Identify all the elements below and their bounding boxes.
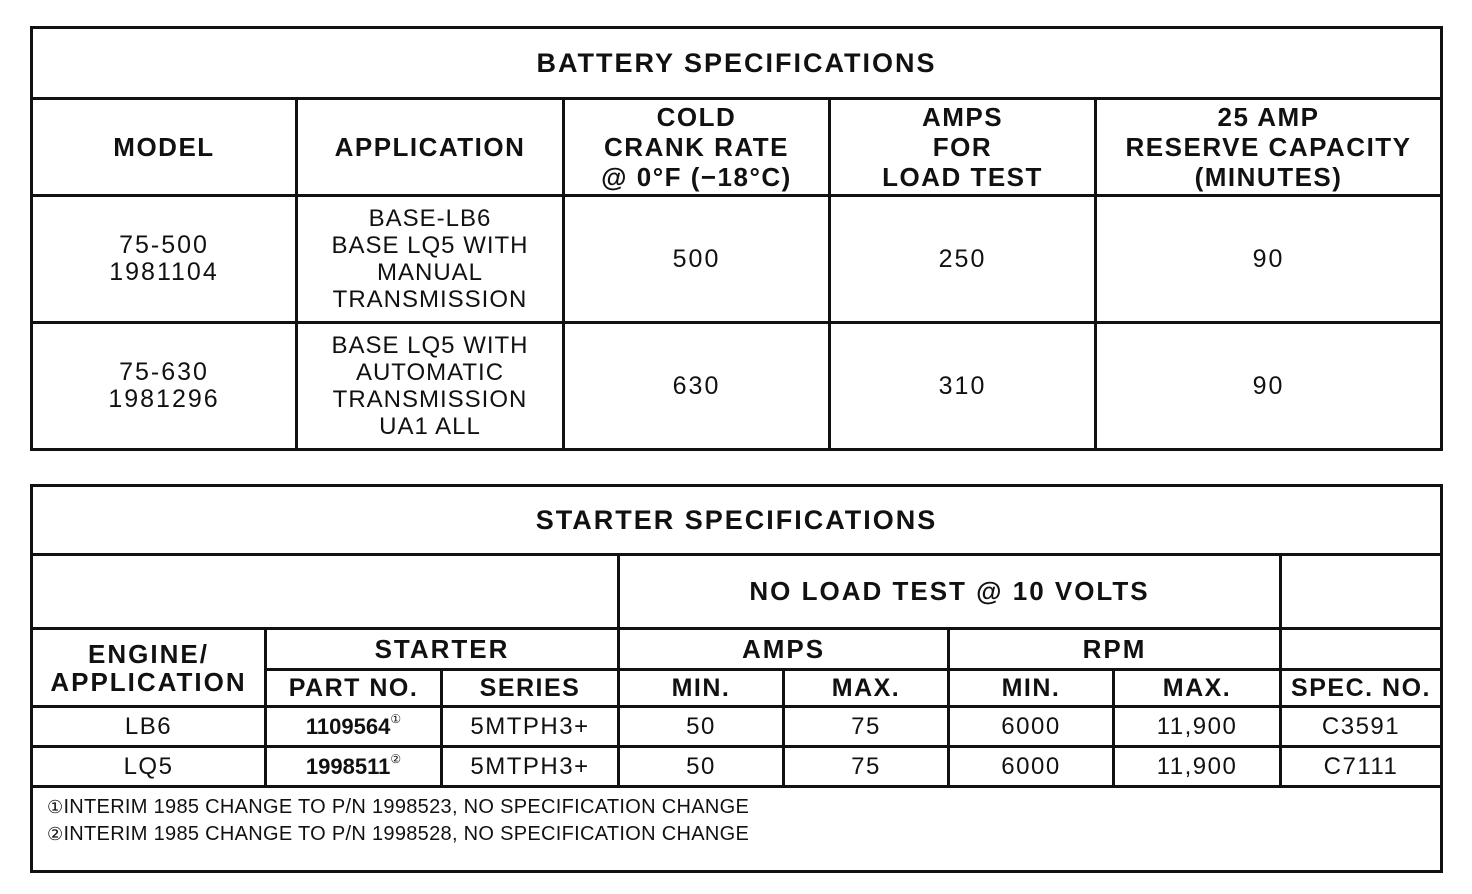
battery-amps-for-load-test: 310	[830, 323, 1096, 450]
table-row	[32, 747, 1442, 787]
battery-application: BASE LQ5 WITH AUTOMATIC TRANSMISSION UA1 ALL	[297, 323, 564, 450]
part-no-value: 1998511	[305, 753, 391, 779]
starter-table-title: STARTER SPECIFICATIONS	[32, 486, 1442, 555]
starter-part-no	[266, 707, 442, 747]
starter-part-no	[266, 747, 442, 787]
header-part-no: PART NO.	[266, 670, 442, 707]
header-reserve-capacity: 25 AMP RESERVE CAPACITY (MINUTES)	[1096, 99, 1442, 196]
battery-application: BASE-LB6 BASE LQ5 WITH MANUAL TRANSMISSION	[297, 196, 564, 323]
battery-specifications-table	[30, 26, 1443, 451]
header-amps-min: MIN.	[619, 670, 784, 707]
footnotes	[32, 787, 1442, 872]
starter-rpm-min: 6000	[949, 747, 1114, 787]
battery-amps-for-load-test: 250	[830, 196, 1096, 323]
header-rpm-max: MAX.	[1114, 670, 1281, 707]
header-cold-crank-rate: COLD CRANK RATE @ 0°F (−18°C)	[564, 99, 830, 196]
starter-amps-min: 50	[619, 747, 784, 787]
footnote-marker: ①	[390, 711, 402, 726]
starter-amps-max: 75	[784, 747, 949, 787]
footnote-mark: ①	[47, 797, 64, 817]
starter-series: 5MTPH3+	[442, 747, 619, 787]
battery-model: 75-500 1981104	[32, 196, 297, 323]
battery-reserve-capacity: 90	[1096, 323, 1442, 450]
battery-cold-crank-rate: 500	[564, 196, 830, 323]
battery-table-title: BATTERY SPECIFICATIONS	[32, 28, 1442, 99]
starter-spec-no: C3591	[1281, 707, 1442, 747]
footnote-1	[47, 794, 1440, 821]
header-rpm: RPM	[949, 629, 1281, 670]
header-engine-application: ENGINE/ APPLICATION	[32, 629, 266, 707]
header-amps-for-load-test: AMPS FOR LOAD TEST	[830, 99, 1096, 196]
table-row	[32, 196, 1442, 323]
starter-amps-max: 75	[784, 707, 949, 747]
footnote-text: INTERIM 1985 CHANGE TO P/N 1998523, NO SPECIFICATION CHANGE	[63, 796, 750, 818]
header-starter: STARTER	[266, 629, 619, 670]
starter-rpm-min: 6000	[949, 707, 1114, 747]
starter-series: 5MTPH3+	[442, 707, 619, 747]
battery-cold-crank-rate: 630	[564, 323, 830, 450]
battery-reserve-capacity: 90	[1096, 196, 1442, 323]
table-row	[32, 707, 1442, 747]
starter-specifications-table	[30, 484, 1443, 873]
starter-spec-no: C7111	[1281, 747, 1442, 787]
footnote-text: INTERIM 1985 CHANGE TO P/N 1998528, NO SPECIFICATION CHANGE	[63, 823, 750, 845]
header-model: MODEL	[32, 99, 297, 196]
starter-amps-min: 50	[619, 707, 784, 747]
header-amps-max: MAX.	[784, 670, 949, 707]
footnote-2	[47, 821, 1440, 848]
starter-rpm-max: 11,900	[1114, 747, 1281, 787]
starter-engine: LQ5	[32, 747, 266, 787]
header-no-load-test: NO LOAD TEST @ 10 VOLTS	[619, 555, 1281, 629]
starter-rpm-max: 11,900	[1114, 707, 1281, 747]
blank-header-cell	[32, 555, 619, 629]
header-rpm-min: MIN.	[949, 670, 1114, 707]
blank-header-cell	[1281, 629, 1442, 670]
battery-model: 75-630 1981296	[32, 323, 297, 450]
table-row	[32, 323, 1442, 450]
part-no-value: 1109564	[305, 713, 391, 739]
footnote-marker: ②	[390, 751, 402, 766]
blank-header-cell	[1281, 555, 1442, 629]
header-spec-no: SPEC. NO.	[1281, 670, 1442, 707]
header-amps: AMPS	[619, 629, 949, 670]
header-series: SERIES	[442, 670, 619, 707]
starter-engine: LB6	[32, 707, 266, 747]
footnote-mark: ②	[47, 824, 64, 844]
header-application: APPLICATION	[297, 99, 564, 196]
